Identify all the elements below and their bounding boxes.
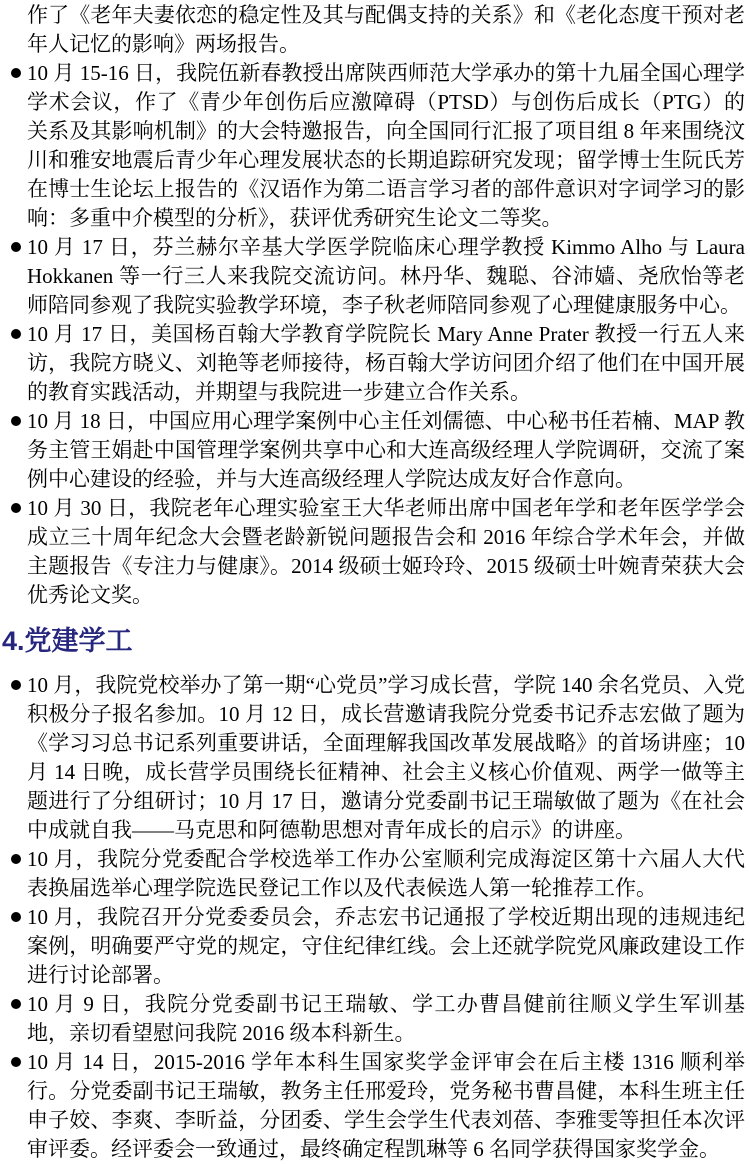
list-item xyxy=(27,903,745,990)
event-text: 10 月，我院召开分党委委员会，乔志宏书记通报了学校近期出现的违规违纪案例，明确要严守党的规定，守住纪律红线。会上还就学院党风廉政建设工作进行讨论部署。 xyxy=(27,905,745,987)
academic-events-list xyxy=(27,59,745,610)
list-item xyxy=(27,233,745,320)
bullet-icon xyxy=(11,416,21,426)
event-text: 10 月，我院党校举办了第一期“心党员”学习成长营，学院 140 余名党员、入党积极分子报名参加。10 月 12 日，成长营邀请我院分党委书记乔志宏做了题为《学习习总书记系列重要讲话，全面理解我国改革发展战略》的首场讲座；10 月 14 日晚，成长营学员围绕长征精神、社会主义核心价值观、两学一做等主题进行了分组研讨；10 月 17 日，邀请分党委副书记王瑞敏做了题为《在社会中成就自我——马克思和阿德勒思想对青年成长的启示》的讲座。 xyxy=(27,673,745,842)
party-student-work-list xyxy=(27,671,745,1164)
bullet-icon xyxy=(11,1057,21,1067)
event-text: 10 月 18 日，中国应用心理学案例中心主任刘儒德、中心秘书任若楠、MAP 教务主管王娟赴中国管理学案例共享中心和大连高级经理人学院调研，交流了案例中心建设的经验，并与大连高级经理人学院达成友好合作意向。 xyxy=(27,409,745,491)
list-item xyxy=(27,407,745,494)
event-text: 10 月 14 日，2015-2016 学年本科生国家奖学金评审会在后主楼 1316 顺利举行。分党委副书记王瑞敏，教务主任邢爱玲，党务秘书曹昌健，本科生班主任申子姣、李爽、李昕益，分团委、学生会学生代表刘蓓、李雅雯等担任本次评审评委。经评委会一致通过，最终确定程凯琳等 6 名同学获得国家奖学金。 xyxy=(27,1050,745,1161)
section-heading-party-building: 4.党建学工 xyxy=(2,626,133,656)
paragraph-continuation: 作了《老年夫妻依恋的稳定性及其与配偶支持的关系》和《老化态度干预对老年人记忆的影响》两场报告。 xyxy=(27,3,745,56)
bullet-icon xyxy=(11,680,21,690)
bullet-icon xyxy=(11,503,21,513)
event-text: 10 月 15-16 日，我院伍新春教授出席陕西师范大学承办的第十九届全国心理学学术会议，作了《青少年创伤后应激障碍（PTSD）与创伤后成长（PTG）的关系及其影响机制》的大会特邀报告，向全国同行汇报了项目组 8 年来围绕汶川和雅安地震后青少年心理发展状态的长期追踪研究发现；留学博士生阮氏芳在博士生论坛上报告的《汉语作为第二语言学习者的部件意识对字词学习的影响：多重中介模型的分析》，获评优秀研究生论文二等奖。 xyxy=(27,61,745,230)
bullet-icon xyxy=(11,68,21,78)
bullet-icon xyxy=(11,912,21,922)
bullet-icon xyxy=(11,854,21,864)
list-item xyxy=(27,845,745,903)
bullet-icon xyxy=(11,999,21,1009)
event-text: 10 月 9 日，我院分党委副书记王瑞敏、学工办曹昌健前往顺义学生军训基地，亲切看望慰问我院 2016 级本科新生。 xyxy=(27,992,745,1045)
list-item xyxy=(27,320,745,407)
event-text: 10 月 17 日，美国杨百翰大学教育学院院长 Mary Anne Prater 教授一行五人来访，我院方晓义、刘艳等老师接待，杨百翰大学访问团介绍了他们在中国开展的教育实践活动，并期望与我院进一步建立合作关系。 xyxy=(27,322,745,404)
list-item xyxy=(27,990,745,1048)
bullet-icon xyxy=(11,329,21,339)
event-text: 10 月 30 日，我院老年心理实验室王大华老师出席中国老年学和老年医学学会成立三十周年纪念大会暨老龄新锐问题报告会和 2016 年综合学术年会，并做主题报告《专注力与健康》。2014 级硕士姬玲玲、2015 级硕士叶婉青荣获大会优秀论文奖。 xyxy=(27,496,745,607)
event-text: 10 月 17 日，芬兰赫尔辛基大学医学院临床心理学教授 Kimmo Alho 与 Laura Hokkanen 等一行三人来我院交流访问。林丹华、魏聪、谷沛嫱、尧欣怡等老师陪同参观了我院实验教学环境，李子秋老师陪同参观了心理健康服务中心。 xyxy=(27,235,745,317)
list-item xyxy=(27,59,745,233)
bullet-icon xyxy=(11,242,21,252)
list-item xyxy=(27,671,745,845)
event-text: 10 月，我院分党委配合学校选举工作办公室顺利完成海淀区第十六届人大代表换届选举心理学院选民登记工作以及代表候选人第一轮推荐工作。 xyxy=(27,847,745,900)
list-item xyxy=(27,494,745,610)
list-item xyxy=(27,1048,745,1164)
